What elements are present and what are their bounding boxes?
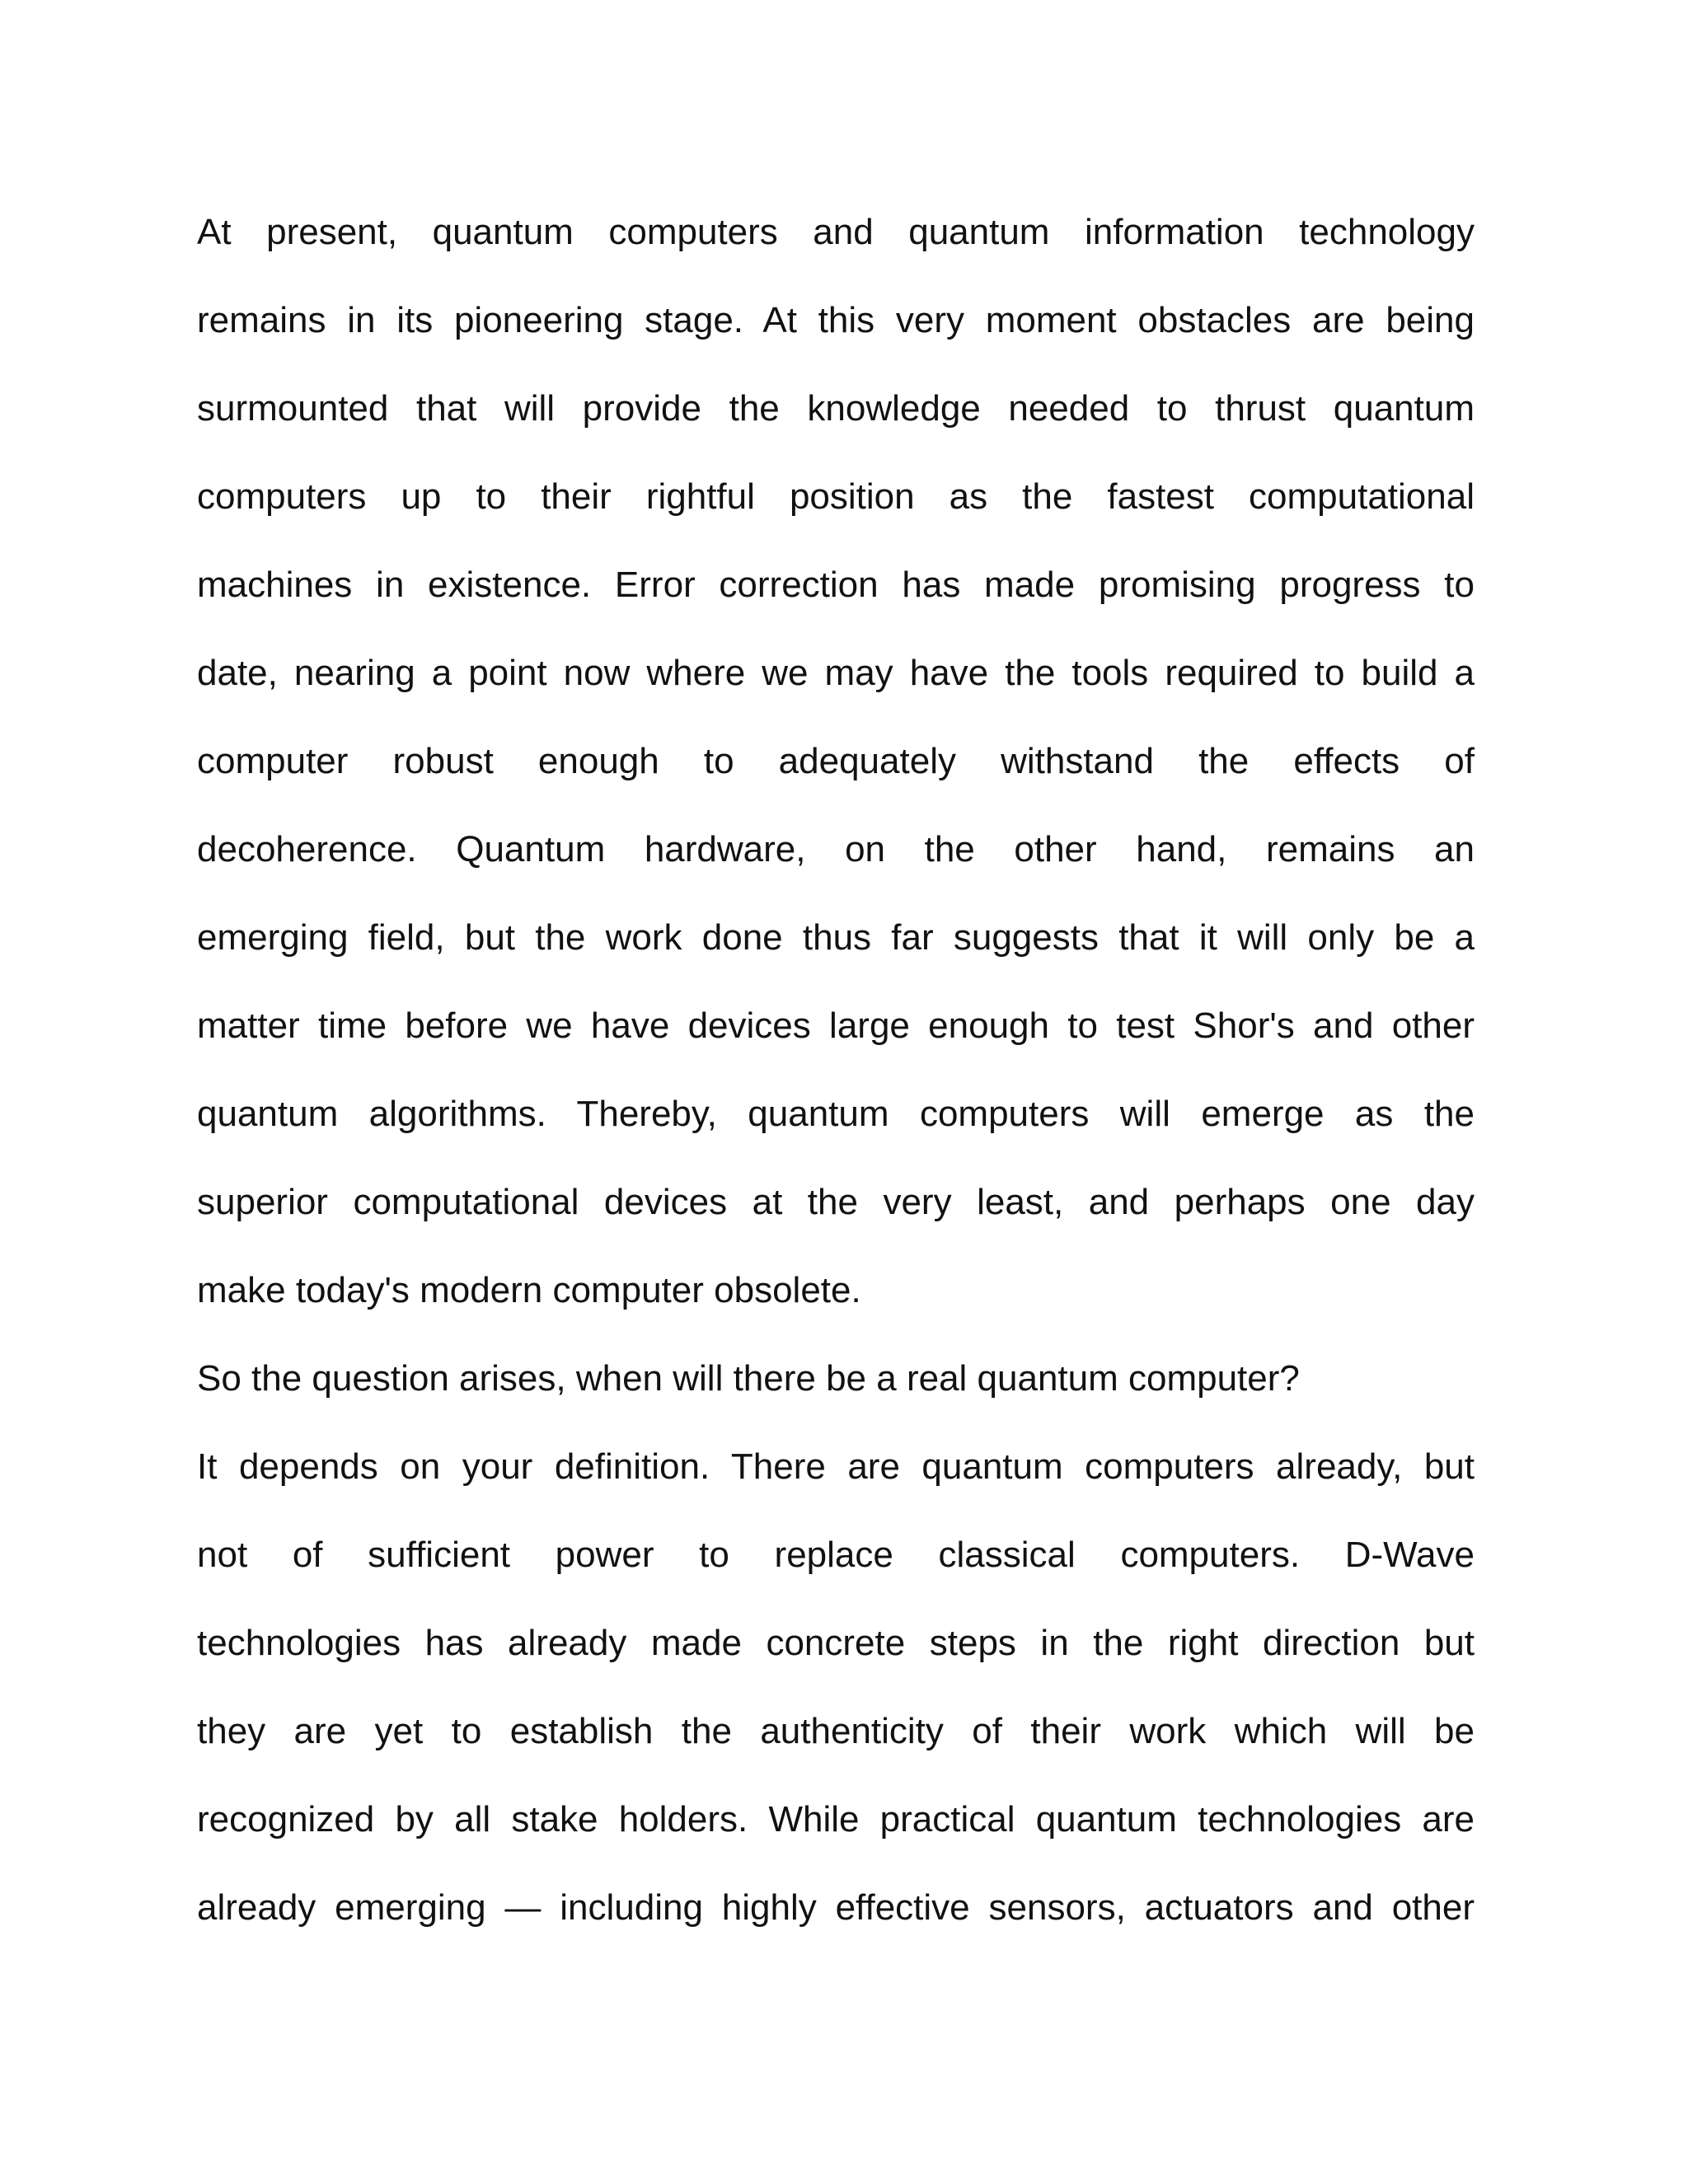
text-line: So the question arises, when will there be a real quantum computer? — [197, 1358, 1300, 1399]
text-line: emerging field, but the work done thus far suggests that it will only be a — [197, 917, 1475, 958]
text-line: not of sufficient power to replace classical computers. D-Wave — [197, 1535, 1475, 1575]
text-line: recognized by all stake holders. While practical quantum technologies are — [197, 1799, 1475, 1840]
text-line: remains in its pioneering stage. At this very moment obstacles are being — [197, 300, 1475, 340]
paragraph-conclusion — [197, 188, 1475, 1334]
text-line: they are yet to establish the authenticity of their work which will be — [197, 1711, 1475, 1751]
text-line: date, nearing a point now where we may have the tools required to build a — [197, 653, 1475, 693]
text-line: already emerging — including highly effective sensors, actuators and other — [197, 1887, 1475, 1928]
text-line: quantum algorithms. Thereby, quantum computers will emerge as the — [197, 1094, 1475, 1134]
text-line: computer robust enough to adequately withstand the effects of — [197, 741, 1475, 781]
paragraph-question — [197, 1334, 1475, 1422]
paragraph-answer — [197, 1422, 1475, 1952]
document-body — [197, 188, 1475, 1952]
text-line: decoherence. Quantum hardware, on the other hand, remains an — [197, 829, 1475, 869]
text-line: machines in existence. Error correction has made promising progress to — [197, 565, 1475, 605]
text-line: matter time before we have devices large enough to test Shor's and other — [197, 1005, 1475, 1046]
text-line: make today's modern computer obsolete. — [197, 1270, 861, 1310]
text-line: superior computational devices at the very least, and perhaps one day — [197, 1182, 1475, 1222]
text-line: At present, quantum computers and quantum information technology — [197, 212, 1475, 252]
text-line: computers up to their rightful position as the fastest computational — [197, 476, 1475, 517]
text-line: technologies has already made concrete steps in the right direction but — [197, 1623, 1475, 1663]
text-line: surmounted that will provide the knowledge needed to thrust quantum — [197, 388, 1475, 429]
text-line: It depends on your definition. There are quantum computers already, but — [197, 1446, 1475, 1487]
